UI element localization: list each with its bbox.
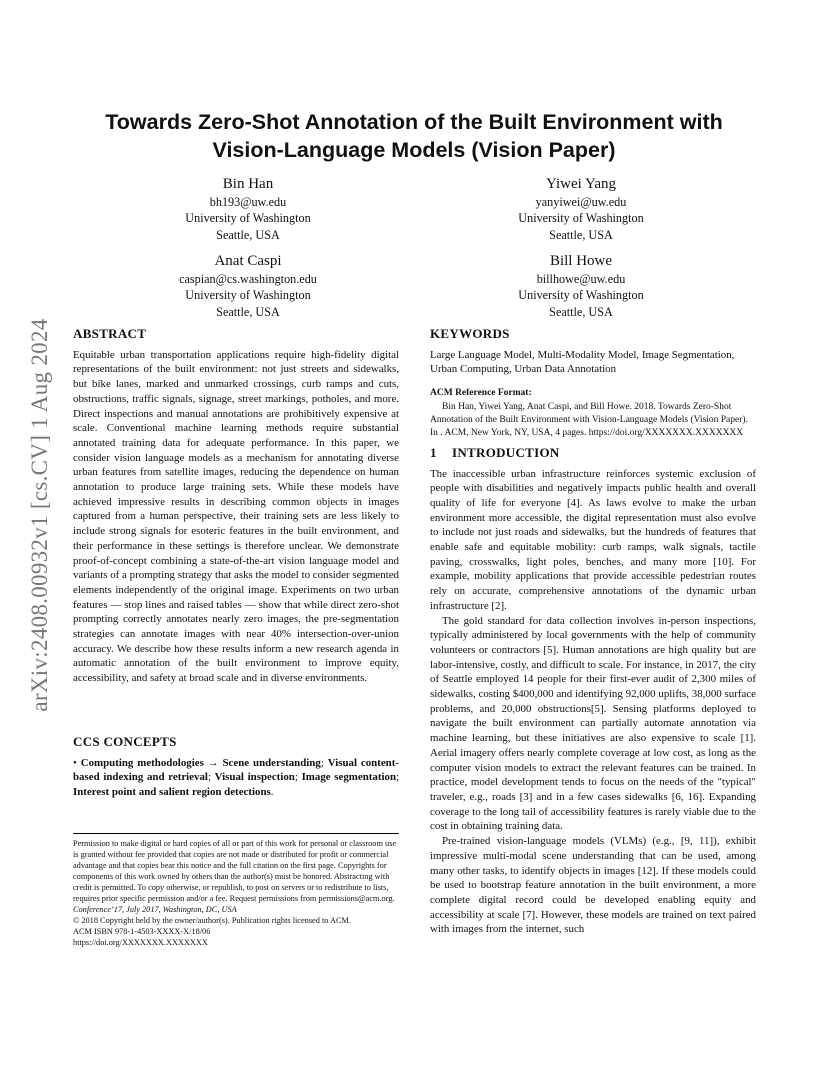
acm-ref-text: Bin Han, Yiwei Yang, Anat Caspi, and Bill Howe. 2018. Towards Zero-Shot Annotation of the Built Environment with Vision-Language Models (Vision Paper). In . ACM, New York, NY, USA, 4 pages. https://doi.org/XXXXXXX.XXXXXXX: [430, 401, 748, 438]
intro-paragraph-2: The gold standard for data collection involves in-person inspections, typically administered by local governments with the help of community volunteers or contractors [5]. Human annotations are high quality but are labor-intensive, costly, and difficult to scale. For instance, in 2017, the city of Seattle employed 14 people for their first-ever audit of 2,300 miles of sidewalks, costing $400,000 and identifying 92,000 uplifts, 38,000 surface problems, and 20,000 obstructions[5]. Sensing platforms deployed to navigate the built environment can partially automate annotation via machine learning, but these initiatives are also expensive to scale [1]. Aerial imagery offers nearly complete coverage at low cost, as long as the computer vision models to extract the relevant features can be trained. In practice, model development tends to focus on the needs of the "typical" traveler, e.g., roads [3] and in a few cases sidewalks [6, 16]. Expanding coverage to the long tail of accessibility features is rarely viable due to the cost in obtaining training data.: [430, 614, 756, 833]
ccs-text: [73, 756, 399, 800]
ccs-separator: ;: [207, 771, 215, 784]
footnote-divider: [73, 833, 399, 834]
abstract-heading: ABSTRACT: [73, 326, 147, 341]
title-line-2: Vision-Language Models (Vision Paper): [212, 138, 616, 162]
ccs-section: [73, 735, 399, 800]
ccs-bullet: •: [73, 756, 81, 769]
author-affiliation: University of Washington: [185, 288, 311, 303]
doi-text: https://doi.org/XXXXXXX.XXXXXXX: [73, 938, 208, 947]
author-email: caspian@cs.washington.edu: [179, 272, 317, 286]
intro-paragraph-3: Pre-trained vision-language models (VLMs) (e.g., [9, 11]), exhibit impressive multi-modal scene understanding that can be used, among many other tasks, to identify objects in images [12]. If these models could be used to bootstrap feature annotation in the built environment, a more complete digital record could be developed enabling equity and accessibility at scale [7]. However, these models are trained on text paired with images from the internet, such: [430, 835, 756, 936]
abstract-text: Equitable urban transportation applications require high-fidelity digital representations of the built environment: not just streets and sidewalks, but bike lanes, marked and unmarked crossings, curb ramps and cuts, obstructions, traffic signals, signage, street markings, potholes, and more. Direct inspections and manual annotations are prohibitively expensive at scale. Conventional machine learning methods require substantial annotated training data for adequate performance. In this paper, we consider vision language models as a mechanism for annotating diverse urban features from satellite images, reducing the dependence on human annotation to produce large training sets. While these models have achieved impressive results in describing common objects in images captured from a human perspective, their training sets are less likely to include strong signals for esoteric features in the built environment, and their performance in these settings is therefore unclear. We demonstrate proof-of-concept combining a state-of-the-art vision language model and variants of a prompting strategy that asks the model to consider segmented elements independently of the original image. Experiments on two urban features — stop lines and raised tables — show that while direct zero-shot prompting correctly annotates nearly zero images, the pre-segmentation strategies can annotate images with near 40% intersection-over-union accuracy. We describe how these results inform a new research agenda in automatic annotation of the built environment to improve equity, accessibility, and safety at broad scale and in diverse environments.: [73, 348, 399, 685]
ccs-separator: ;: [294, 771, 302, 784]
paper-title: [60, 108, 768, 164]
author-block-2: [451, 174, 711, 243]
author-block-1: [118, 174, 378, 243]
right-column: [430, 327, 756, 937]
author-block-3: [118, 251, 378, 320]
author-block-4: [451, 251, 711, 320]
isbn-text: ACM ISBN 978-1-4503-XXXX-X/18/06: [73, 927, 211, 936]
ccs-concept: Interest point and salient region detections: [73, 786, 271, 799]
intro-title: INTRODUCTION: [452, 444, 560, 460]
ccs-concept: Visual inspection: [214, 771, 295, 784]
author-location: Seattle, USA: [549, 304, 613, 319]
author-email: bh193@uw.edu: [209, 195, 287, 209]
intro-paragraph-1: The inaccessible urban infrastructure reinforces systemic exclusion of people with disabilities and negatively impacts public health and overall quality of life for everyone [4]. As laws evolve to make the urban environment more accessible, the digital representation must also evolve to include not just roads and sidewalks, but the hundreds of features that enable safe and equitable mobility: curb ramps, walk signals, tactile paving, crosswalks, light poles, benches, and many more [10]. For example, mobility applications that provide accessible pedestrian routes rely on accurate, comprehensive annotations of the dynamic urban infrastructure [2].: [430, 467, 756, 612]
author-location: Seattle, USA: [216, 227, 280, 242]
author-affiliation: University of Washington: [518, 288, 644, 303]
ccs-heading: CCS CONCEPTS: [73, 734, 177, 749]
copyright-text: © 2018 Copyright held by the owner/author(s). Publication rights licensed to ACM.: [73, 916, 351, 925]
left-column: [73, 327, 399, 686]
conference-info: Conference’17, July 2017, Washington, DC, USA: [73, 905, 237, 914]
ccs-separator: ;: [320, 756, 328, 769]
ccs-separator: ;: [396, 771, 400, 784]
author-location: Seattle, USA: [549, 227, 613, 242]
permission-footnote: [73, 838, 399, 948]
ccs-arrow: →: [203, 756, 223, 769]
keywords-heading: KEYWORDS: [430, 326, 510, 341]
arxiv-stamp-text: arXiv:2408.00932v1 [cs.CV] 1 Aug 2024: [27, 318, 52, 712]
ccs-concept: Visual content-based indexing and retrieval: [73, 756, 399, 784]
author-name: Bin Han: [222, 176, 274, 192]
ccs-concept: Image segmentation: [301, 771, 396, 784]
ccs-concept: Computing methodologies: [80, 756, 204, 769]
author-name: Bill Howe: [549, 253, 613, 269]
ccs-end: .: [270, 786, 274, 799]
author-location: Seattle, USA: [216, 304, 280, 319]
author-email: billhowe@uw.edu: [536, 272, 626, 286]
title-line-1: Towards Zero-Shot Annotation of the Built Environment with: [105, 110, 723, 134]
ccs-concept: Scene understanding: [222, 756, 321, 769]
author-name: Anat Caspi: [214, 253, 282, 269]
author-affiliation: University of Washington: [518, 211, 644, 226]
keywords-text: Large Language Model, Multi-Modality Model, Image Segmentation, Urban Computing, Urban Data Annotation: [430, 348, 735, 376]
acm-ref-heading: ACM Reference Format:: [430, 388, 532, 399]
author-email: yanyiwei@uw.edu: [535, 195, 627, 209]
author-affiliation: University of Washington: [185, 211, 311, 226]
intro-heading: [430, 446, 756, 461]
intro-number: 1: [430, 444, 437, 460]
permission-text: Permission to make digital or hard copies of all or part of this work for personal or classroom use is granted without fee provided that copies are not made or distributed for profit or commercial advantage and that copies bear this notice and the full citation on the first page. Copyrights for components of this work owned by others than the author(s) must be honored. Abstracting with credit is permitted. To copy otherwise, or republish, to post on servers or to redistribute to lists, requires prior specific permission and/or a fee. Request permissions from permissions@acm.org.: [73, 839, 397, 903]
arxiv-stamp: [20, 290, 60, 740]
author-name: Yiwei Yang: [545, 176, 616, 192]
